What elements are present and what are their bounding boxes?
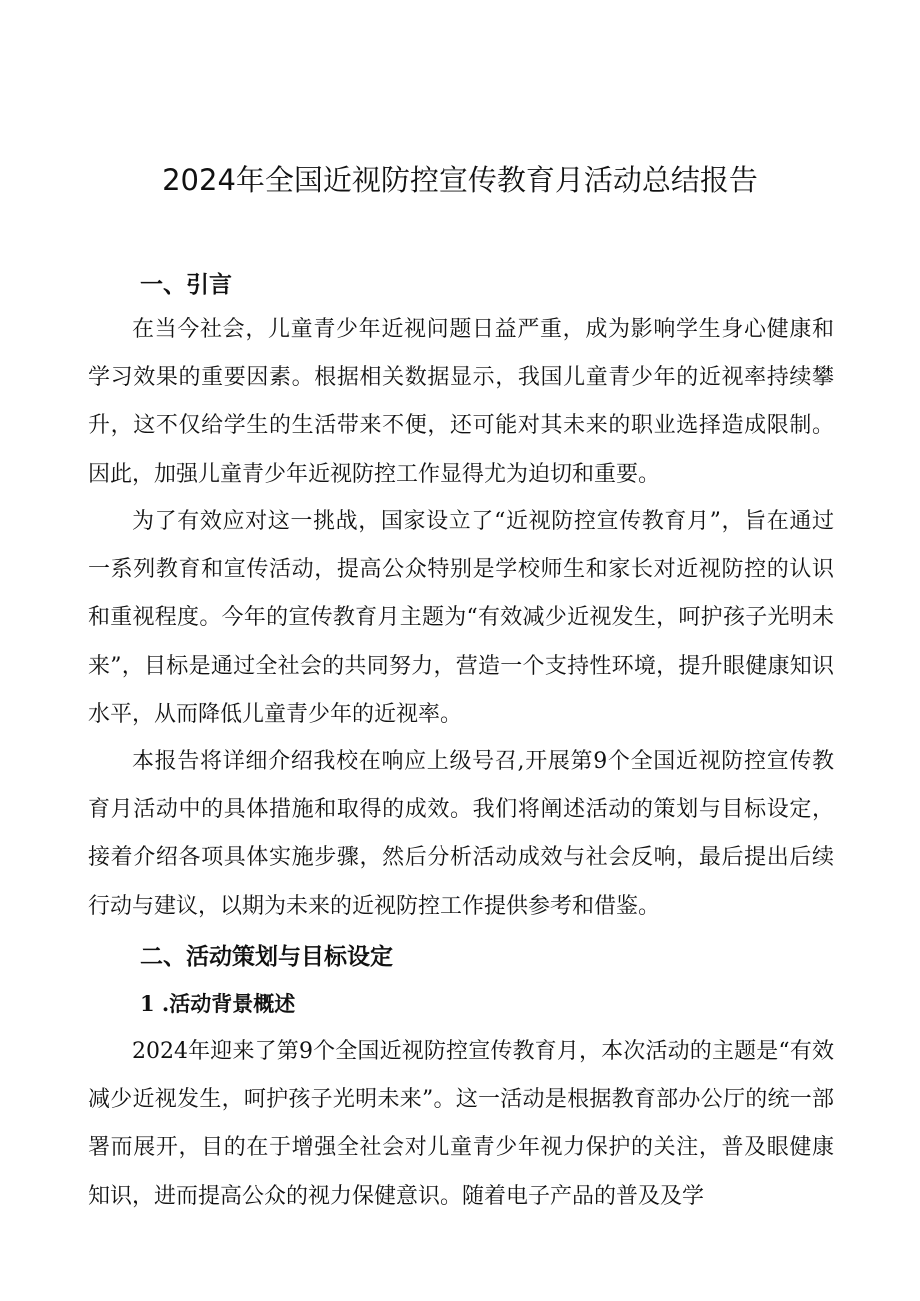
paragraph: 为了有效应对这一挑战，国家设立了“近视防控宣传教育月”，旨在通过一系列教育和宣传活动，提高公众特别是学校师生和家长对近视防控的认识和重视程度。今年的宣传教育月主题为“有效减少近视发生，呵护孩子光明未来”，目标是通过全社会的共同努力，营造一个支持性环境，提升眼健康知识水平，从而降低儿童青少年的近视率。 [88,509,834,727]
subsection-heading-background: 1 .活动背景概述 [140,991,296,1016]
section-heading-planning: 二、活动策划与目标设定 [140,944,393,970]
paragraph: 本报告将详细介绍我校在响应上级号召,开展第9个全国近视防控宣传教育月活动中的具体措施和取得的成效。我们将阐述活动的策划与目标设定，接着介绍各项具体实施步骤，然后分析活动成效与社会反响，最后提出后续行动与建议，以期为未来的近视防控工作提供参考和借鉴。 [88,749,834,919]
document-title: 2024年全国近视防控宣传教育月活动总结报告 [162,163,758,197]
paragraph: 在当今社会，儿童青少年近视问题日益严重，成为影响学生身心健康和学习效果的重要因素。根据相关数据显示，我国儿童青少年的近视率持续攀升，这不仅给学生的生活带来不便，还可能对其未来的职业选择造成限制。因此，加强儿童青少年近视防控工作显得尤为迫切和重要。 [88,317,834,487]
section-heading-introduction: 一、引言 [140,272,232,298]
paragraph: 2024年迎来了第9个全国近视防控宣传教育月，本次活动的主题是“有效减少近视发生，呵护孩子光明未来”。这一活动是根据教育部办公厅的统一部署而展开，目的在于增强全社会对儿童青少年视力保护的关注，普及眼健康知识，进而提高公众的视力保健意识。随着电子产品的普及及学 [88,1039,834,1209]
